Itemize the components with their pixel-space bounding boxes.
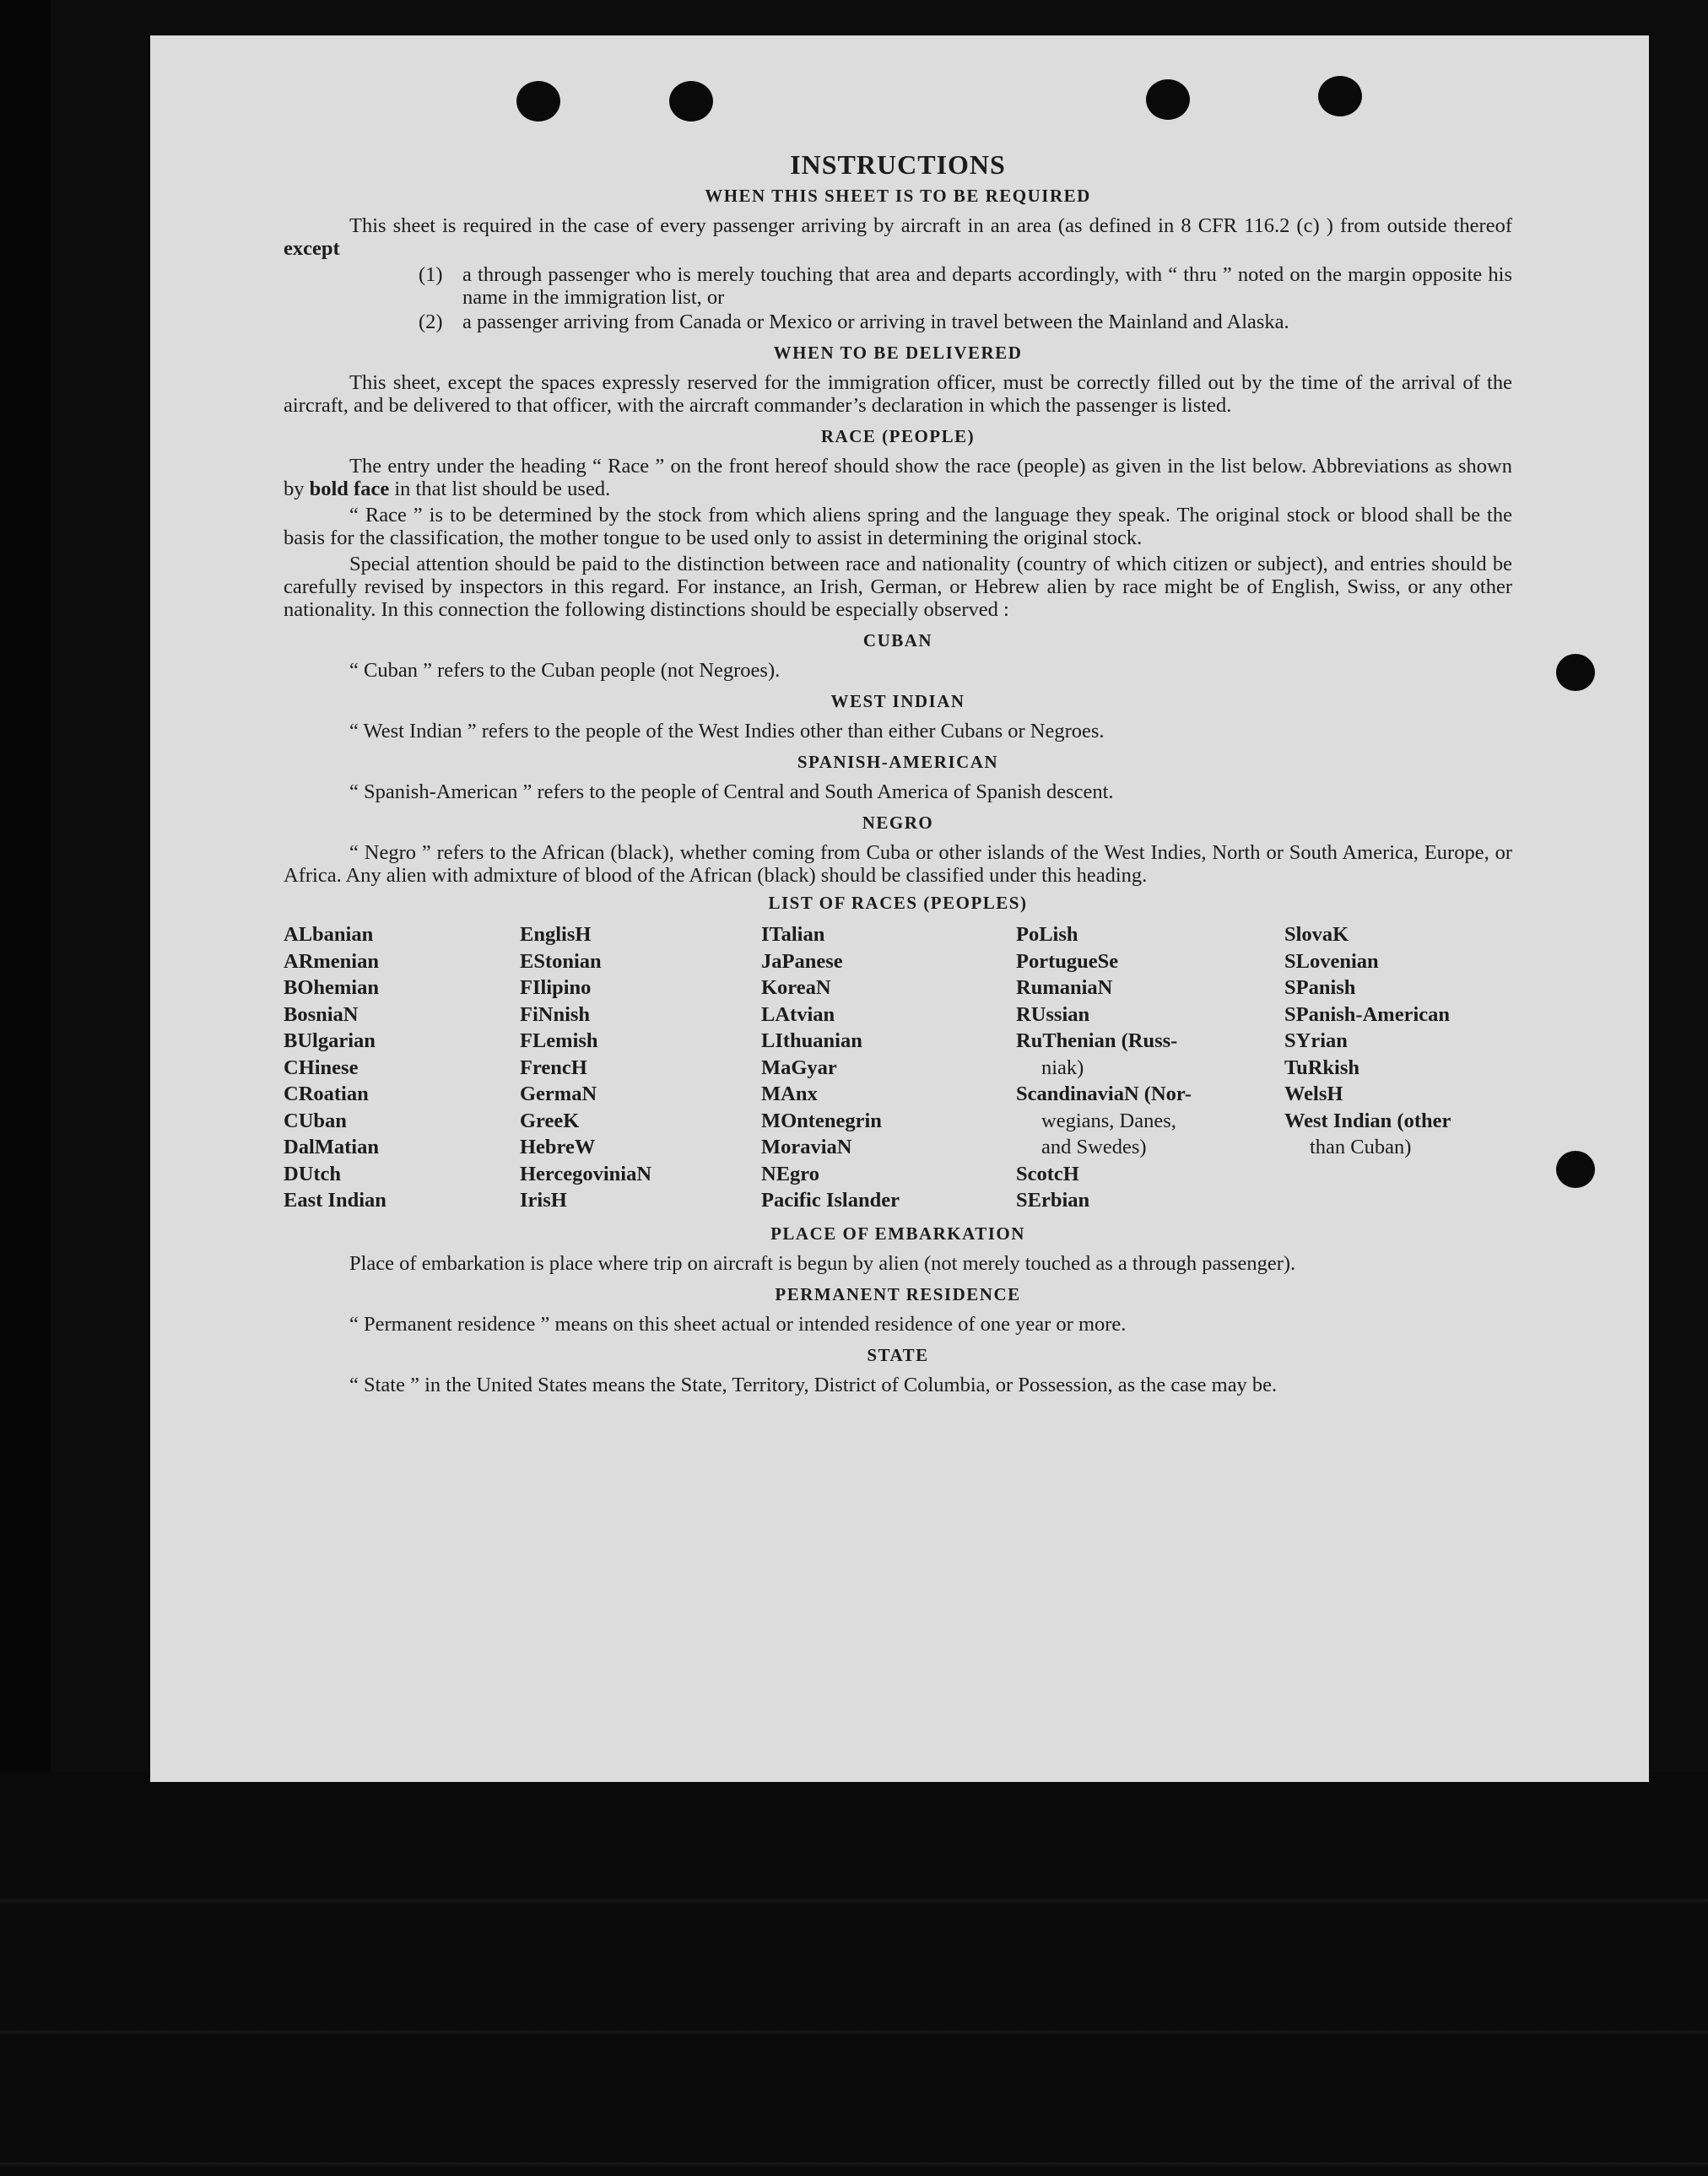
race-item: HercegoviniaN <box>520 1162 652 1185</box>
race-item-continuation: niak) <box>1041 1056 1084 1079</box>
races-column-3 <box>761 921 1016 1214</box>
section-heading: STATE <box>867 1344 929 1365</box>
section-heading: RACE (PEOPLE) <box>820 426 976 446</box>
list-number: (1) <box>419 263 443 286</box>
race-item: MaGyar <box>761 1056 837 1079</box>
section-heading: LIST OF RACES (PEOPLES) <box>768 893 1028 913</box>
list-number: (2) <box>419 310 443 333</box>
race-item: EnglisH <box>520 923 592 946</box>
race-item: KoreaN <box>761 976 831 999</box>
section-heading: WHEN THIS SHEET IS TO BE REQUIRED <box>705 186 1091 206</box>
race-item: DUtch <box>284 1162 342 1185</box>
paragraph: “ Spanish-American ” refers to the people of Central and South America of Spanish descent. <box>349 780 1114 803</box>
race-item: CRoatian <box>284 1083 369 1105</box>
race-item: PoLish <box>1016 923 1078 946</box>
paragraph: “ Race ” is to be determined by the stock from which aliens spring and the language they speak. The original stock or blood shall be the basis for the classification, the mother tongue to be used only to assist in determining the original stock. <box>284 504 1512 549</box>
paragraph-text: This sheet is required in the case of every passenger arriving by aircraft in an area (as defined in 8 CFR 116.2 (c) ) from outside thereof <box>349 214 1512 237</box>
punch-hole <box>1318 76 1362 116</box>
race-item: SErbian <box>1016 1189 1090 1212</box>
race-item: BosniaN <box>284 1002 359 1026</box>
section-heading: NEGRO <box>862 813 934 833</box>
paragraph <box>284 214 1512 260</box>
paragraph-text: The entry under the heading “ Race ” on the front hereof should show the race (people) as given in the list below. Abbreviations as shown by <box>284 455 1512 500</box>
race-item: MOntenegrin <box>761 1109 882 1132</box>
race-item: FIlipino <box>520 976 592 999</box>
race-item: BOhemian <box>284 976 379 999</box>
bold-text: except <box>284 237 340 260</box>
page-title: INSTRUCTIONS <box>790 149 1006 180</box>
race-item: ScandinaviaN (Nor- <box>1016 1083 1192 1105</box>
bold-text: bold face <box>309 478 390 500</box>
punch-hole <box>1556 1151 1595 1188</box>
section-heading: SPANISH-AMERICAN <box>797 752 999 772</box>
film-background <box>0 1772 1708 2176</box>
paragraph: Special attention should be paid to the distinction between race and nationality (country of which citizen or subject), and entries should be carefully revised by inspectors in this regard. For instance, an Irish, German, or Hebrew alien by race might be of English, Swiss, or any other nationality. In this connection the following distinctions should be especially observed : <box>284 553 1512 621</box>
paragraph: “ West Indian ” refers to the people of the West Indies other than either Cubans or Negroes. <box>349 720 1105 742</box>
races-column-4 <box>1016 921 1284 1214</box>
punch-hole <box>669 81 713 121</box>
race-item: IrisH <box>520 1189 567 1212</box>
section-heading: CUBAN <box>862 630 933 651</box>
race-item: ARmenian <box>284 949 379 973</box>
races-column-2 <box>520 921 761 1214</box>
paragraph <box>284 455 1512 500</box>
paragraph: This sheet, except the spaces expressly reserved for the immigration officer, must be correctly filled out by the time of the arrival of the aircraft, and be delivered to that officer, with the aircraft commander’s declaration in which the passenger is listed. <box>284 371 1512 417</box>
list-text: a passenger arriving from Canada or Mexico or arriving in travel between the Mainland and Alaska. <box>462 310 1289 333</box>
race-item: ALbanian <box>284 923 374 946</box>
race-item: DalMatian <box>284 1136 379 1158</box>
race-item: MoraviaN <box>761 1136 852 1158</box>
race-item-continuation: than Cuban) <box>1310 1136 1412 1158</box>
race-item: East Indian <box>284 1189 386 1212</box>
races-list <box>284 921 1512 1214</box>
race-item: NEgro <box>761 1162 819 1185</box>
races-column-1 <box>284 921 520 1214</box>
race-item: CHinese <box>284 1056 359 1079</box>
race-item: LIthuanian <box>761 1029 862 1052</box>
section-heading: PLACE OF EMBARKATION <box>770 1223 1025 1244</box>
race-item: ScotcH <box>1016 1162 1079 1185</box>
document-sheet <box>150 35 1649 1782</box>
race-item: SPanish-American <box>1284 1002 1450 1026</box>
race-item: FLemish <box>520 1029 598 1052</box>
section-heading: WEST INDIAN <box>830 691 965 711</box>
list-text: a through passenger who is merely touching that area and departs accordingly, with “ thru ” noted on the margin opposite his name in the immigration list, or <box>462 263 1512 309</box>
race-item: FrencH <box>520 1056 587 1079</box>
race-item: WelsH <box>1284 1083 1343 1105</box>
race-item: SPanish <box>1284 976 1356 999</box>
list-item <box>419 310 1512 333</box>
punch-hole <box>1146 79 1190 120</box>
race-item: LAtvian <box>761 1002 835 1026</box>
paragraph: “ Negro ” refers to the African (black), whether coming from Cuba or other islands of the West Indies, North or South America, Europe, or Africa. Any alien with admixture of blood of the African (black) should be classified under this heading. <box>284 841 1512 887</box>
section-heading: WHEN TO BE DELIVERED <box>773 343 1023 363</box>
race-item: SLovenian <box>1284 949 1379 973</box>
race-item: RumaniaN <box>1016 976 1113 999</box>
race-item: GreeK <box>520 1109 580 1132</box>
race-item: FiNnish <box>520 1002 591 1026</box>
race-item: West Indian (other <box>1284 1109 1451 1132</box>
race-item: HebreW <box>520 1136 596 1158</box>
race-item: CUban <box>284 1109 347 1132</box>
races-column-5 <box>1284 921 1495 1214</box>
paragraph: “ Cuban ” refers to the Cuban people (not Negroes). <box>349 659 781 682</box>
race-item-continuation: and Swedes) <box>1041 1136 1147 1158</box>
race-item: PortugueSe <box>1016 949 1119 973</box>
paragraph: “ State ” in the United States means the State, Territory, District of Columbia, or Possession, as the case may be. <box>349 1373 1278 1396</box>
list-item <box>419 263 1512 309</box>
race-item: RUssian <box>1016 1002 1090 1026</box>
race-item: EStonian <box>520 949 602 973</box>
paragraph-text: in that list should be used. <box>394 478 611 500</box>
race-item: MAnx <box>761 1083 818 1105</box>
race-item: BUlgarian <box>284 1029 376 1052</box>
race-item: JaPanese <box>761 949 843 973</box>
paragraph: Place of embarkation is place where trip on aircraft is begun by alien (not merely touched as a through passenger). <box>349 1251 1296 1275</box>
race-item: SYrian <box>1284 1029 1348 1052</box>
race-item: SlovaK <box>1284 923 1349 946</box>
race-item: TuRkish <box>1284 1056 1360 1079</box>
race-item-continuation: wegians, Danes, <box>1041 1109 1176 1132</box>
punch-hole <box>516 81 560 121</box>
instructions-content <box>284 149 1512 1400</box>
race-item: GermaN <box>520 1083 597 1105</box>
section-heading: PERMANENT RESIDENCE <box>775 1283 1021 1304</box>
race-item: Pacific Islander <box>761 1189 900 1212</box>
race-item: RuThenian (Russ- <box>1016 1029 1178 1052</box>
paragraph: “ Permanent residence ” means on this sheet actual or intended residence of one year or more. <box>349 1312 1127 1336</box>
punch-hole <box>1556 654 1595 691</box>
race-item: ITalian <box>761 923 825 946</box>
